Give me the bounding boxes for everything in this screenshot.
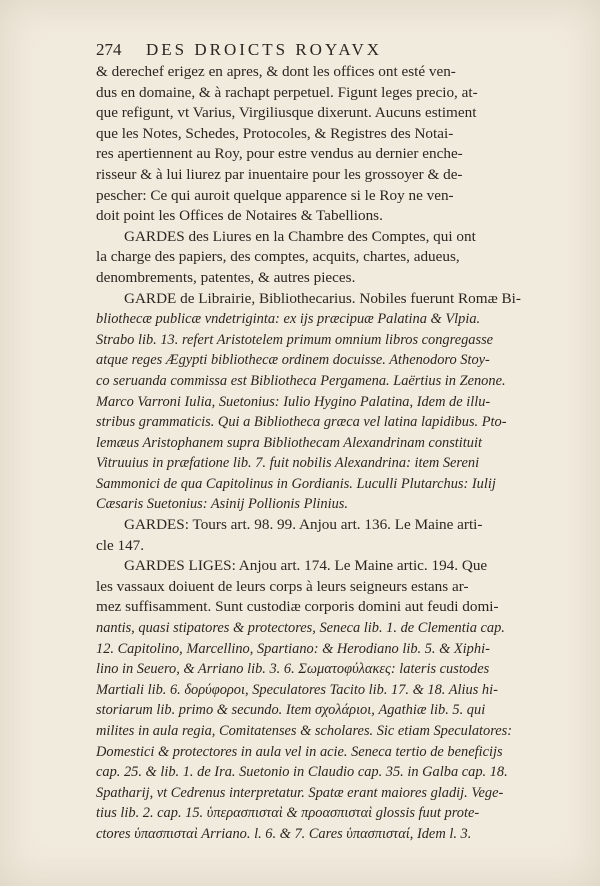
text-line: que les Notes, Schedes, Protocoles, & Registres des Notai- <box>96 124 454 142</box>
text-line: dus en domaine, & à rachapt perpetuel. Figunt leges precio, at- <box>96 83 478 101</box>
text-line: & derechef erigez en apres, & dont les offices ont esté ven- <box>96 63 456 80</box>
text-line: GARDES: Tours art. 98. 99. Anjou art. 136. Le Maine arti- <box>124 516 483 534</box>
text-line: Marco Varroni Iulia, Suetonius: Iulio Hygino Palatina, Idem de illu- <box>96 393 491 410</box>
text-line: GARDES des Liures en la Chambre des Comptes, qui ont <box>124 227 476 245</box>
text-line: Vitruuius in præfatione lib. 7. fuit nobilis Alexandrina: item Sereni <box>96 455 480 472</box>
text-line: nantis, quasi stipatores & protectores, Seneca lib. 1. de Clementia cap. <box>96 620 505 637</box>
text-line: Domestici & protectores in aula vel in acie. Seneca tertio de beneficijs <box>96 743 503 760</box>
text-line: stribus grammaticis. Qui a Bibliotheca græca vel latina lapidibus. Pto- <box>96 414 507 431</box>
text-line: mez suffisamment. Sunt custodiæ corporis domini aut feudi domi- <box>96 598 499 616</box>
text-line: Sammonici de qua Capitolinus in Gordianis. Luculli Plutarchus: Iulij <box>96 475 496 492</box>
running-title: DES DROICTS ROYAVX <box>146 40 382 59</box>
text-line: Strabo lib. 13. refert Aristotelem primum omnium libros congregasse <box>96 331 494 348</box>
text-line: co seruanda commissa est Bibliotheca Pergamena. Laërtius in Zenone. <box>96 372 506 389</box>
text-line: cap. 25. & lib. 1. de Ira. Suetonio in Claudio cap. 35. in Galba cap. 18. <box>96 764 508 781</box>
text-line: denombrements, patentes, & autres pieces. <box>96 268 356 286</box>
text-line: GARDE de Librairie, Bibliothecarius. Nobiles fuerunt Romæ Bi- <box>124 289 521 307</box>
text-line: Martiali lib. 6. δορύφοροι, Speculatores Tacito lib. 17. & 18. Alius hi- <box>96 681 498 698</box>
text-line: risseur & à lui liurez par inuentaire pour les grossoyer & de- <box>96 165 463 183</box>
text-line: doit point les Offices de Notaires & Tabellions. <box>96 207 383 225</box>
text-line: pescher: Ce qui auroit quelque apparence si le Roy ne ven- <box>96 186 454 204</box>
text-line: ctores ὑπασπισταὶ Arriano. l. 6. & 7. Cares ὑπασπισταί, Idem l. 3. <box>96 825 472 842</box>
text-line: la charge des papiers, des comptes, acquits, chartes, adueus, <box>96 248 460 266</box>
text-line: Spatharij, vt Cedrenus interpretatur. Spatæ erant maiores gladij. Vege- <box>96 784 504 801</box>
text-line: que refigunt, vt Varius, Virgiliusque dixerunt. Aucuns estiment <box>96 104 477 122</box>
text-line: atque reges Ægypti bibliothecæ ordinem docuisse. Athenodoro Stoy- <box>96 352 490 369</box>
text-line: lino in Seuero, & Arriano lib. 3. 6. Σωματοφύλακες: lateris custodes <box>96 661 490 678</box>
text-line: 12. Capitolino, Marcellino, Spartiano: & Herodiano lib. 5. & Xiphi- <box>96 640 490 657</box>
text-line: tius lib. 2. cap. 15. ὑπερασπισταὶ & προασπισταὶ glossis fuut prote- <box>96 805 480 822</box>
text-line: milites in aula regia, Comitatenses & scholares. Sic etiam Speculatores: <box>96 723 513 739</box>
text-line: GARDES LIGES: Anjou art. 174. Le Maine artic. 194. Que <box>124 557 488 575</box>
page-number: 274 <box>96 40 122 59</box>
text-line: res apertiennent au Roy, pour estre vendus au dernier enche- <box>96 145 463 163</box>
text-line: les vassaux doiuent de leurs corps à leurs seigneurs estans ar- <box>96 577 469 595</box>
text-line: storiarum lib. primo & secundo. Item σχολάριοι, Agathiæ lib. 5. qui <box>96 702 486 719</box>
page-body <box>96 62 546 845</box>
text-line: Cæsaris Suetonius: Asinij Pollionis Plinius. <box>96 496 348 513</box>
text-line: bliothecæ publicæ vndetriginta: ex ijs præcipuæ Palatina & Vlpia. <box>96 311 481 328</box>
text-line: cle 147. <box>96 536 145 554</box>
text-line: lemæus Aristophanem supra Bibliothecam Alexandrinam constituit <box>96 434 482 451</box>
